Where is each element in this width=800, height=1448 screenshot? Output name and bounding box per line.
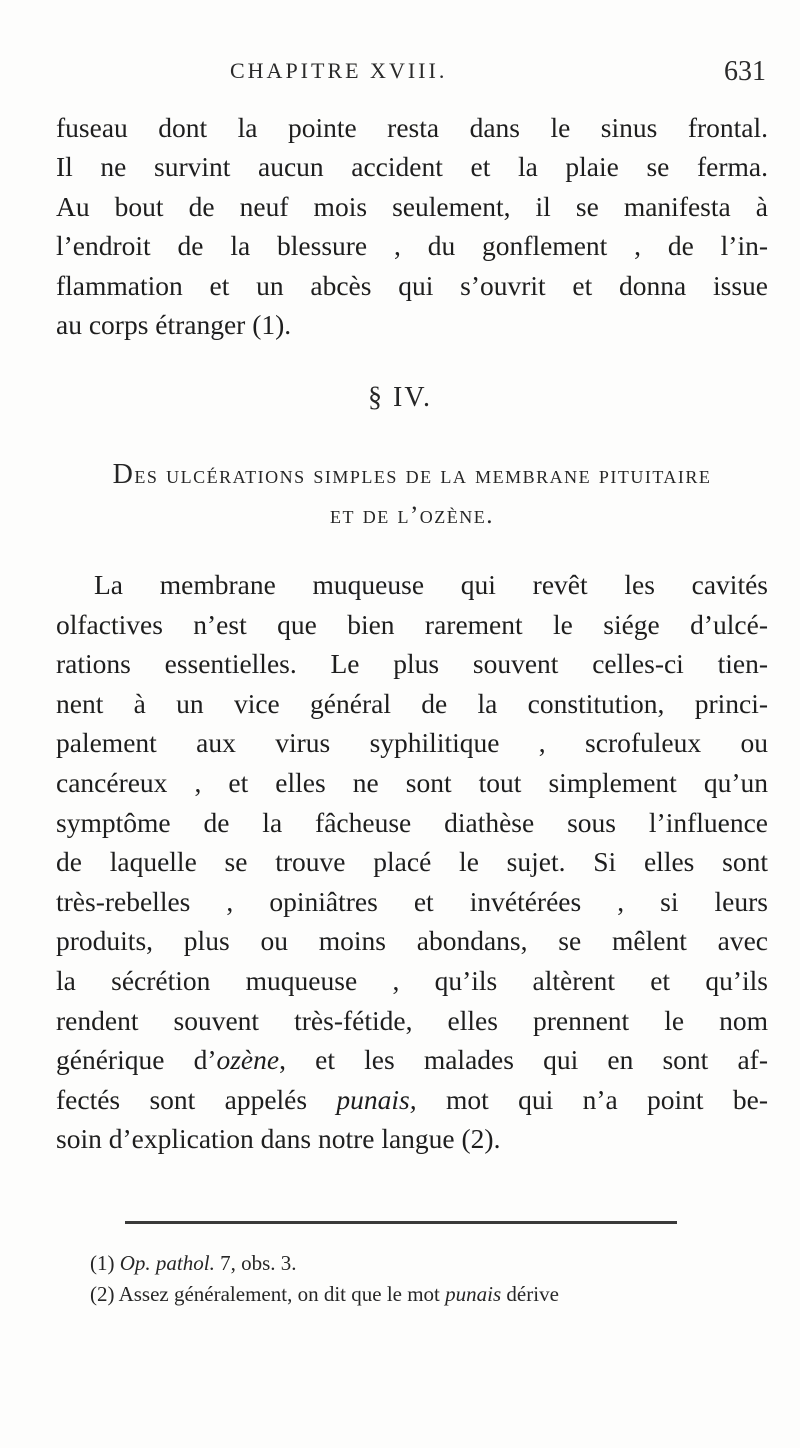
text-line: palement aux virus syphilitique , scrofuleux ou	[56, 727, 768, 759]
section-heading	[56, 455, 768, 536]
heading-initial: D	[112, 459, 135, 490]
footnote-2	[90, 1279, 780, 1310]
page-number: 631	[724, 56, 766, 87]
footnotes	[90, 1248, 780, 1310]
text-line: nent à un vice général de la constitution, princi-	[56, 687, 768, 719]
text-line: de laquelle se trouve placé le sujet. Si elles sont	[56, 846, 768, 878]
footnote-1	[90, 1248, 780, 1279]
text-run: , et les malades qui en sont af-	[279, 1044, 768, 1076]
text-line: flammation et un abcès qui s’ouvrit et donna issue	[56, 269, 768, 301]
footnote-text: (2) Assez généralement, on dit que le mot	[90, 1282, 446, 1306]
text-run: fectés sont appelés	[56, 1083, 337, 1115]
text-run: mot qui n’a point be-	[416, 1083, 768, 1115]
text-line	[56, 1040, 768, 1080]
paragraph-main	[56, 565, 768, 1159]
heading-line	[56, 455, 768, 496]
italic-term: punais,	[336, 1083, 417, 1115]
text-line: l’endroit de la blessure , du gonflement , de l’in-	[56, 230, 768, 262]
footnote-number: (1)	[90, 1251, 120, 1275]
text-line	[56, 1080, 768, 1120]
text-line: la sécrétion muqueuse , qu’ils altèrent et qu’ils	[56, 964, 768, 996]
text-line: fuseau dont la pointe resta dans le sinus frontal.	[56, 112, 768, 143]
section-number: § IV.	[368, 382, 432, 413]
chapter-title: CHAPITRE XVIII.	[230, 58, 448, 83]
italic-term: ozène	[216, 1044, 280, 1076]
text-line: très-rebelles , opiniâtres et invétérées , si leurs	[56, 885, 768, 917]
italic-term: punais	[445, 1282, 502, 1306]
paragraph-continuation	[56, 108, 768, 344]
text-line: olfactives n’est que bien rarement le siége d’ulcé-	[56, 608, 768, 640]
footnote-text: 7, obs. 3.	[214, 1251, 297, 1275]
footnote-divider	[125, 1221, 677, 1224]
text-line: Il ne survint aucun accident et la plaie se ferma.	[56, 151, 768, 183]
text-line: rendent souvent très-fétide, elles prennent le nom	[56, 1004, 768, 1036]
text-line: produits, plus ou moins abondans, se mêlent avec	[56, 925, 768, 957]
text-line: rations essentielles. Le plus souvent celles-ci tien-	[56, 648, 768, 680]
text-line: La membrane muqueuse qui revêt les cavités	[94, 569, 768, 600]
footnote-text: dérive	[501, 1282, 559, 1306]
heading-line: et de l’ozène.	[329, 502, 495, 529]
text-line: symptôme de la fâcheuse diathèse sous l’influence	[56, 806, 768, 838]
text-line: cancéreux , et elles ne sont tout simplement qu’un	[56, 766, 768, 798]
heading-text: es ulcérations simples de la membrane pituitaire	[134, 462, 712, 489]
text-run: générique d’	[56, 1044, 217, 1076]
text-line: au corps étranger (1).	[56, 308, 292, 340]
running-head	[0, 58, 800, 98]
text-line: Au bout de neuf mois seulement, il se manifesta à	[56, 190, 768, 222]
text-line: soin d’explication dans notre langue (2).	[56, 1123, 501, 1155]
footnote-citation: Op. pathol.	[119, 1251, 215, 1275]
